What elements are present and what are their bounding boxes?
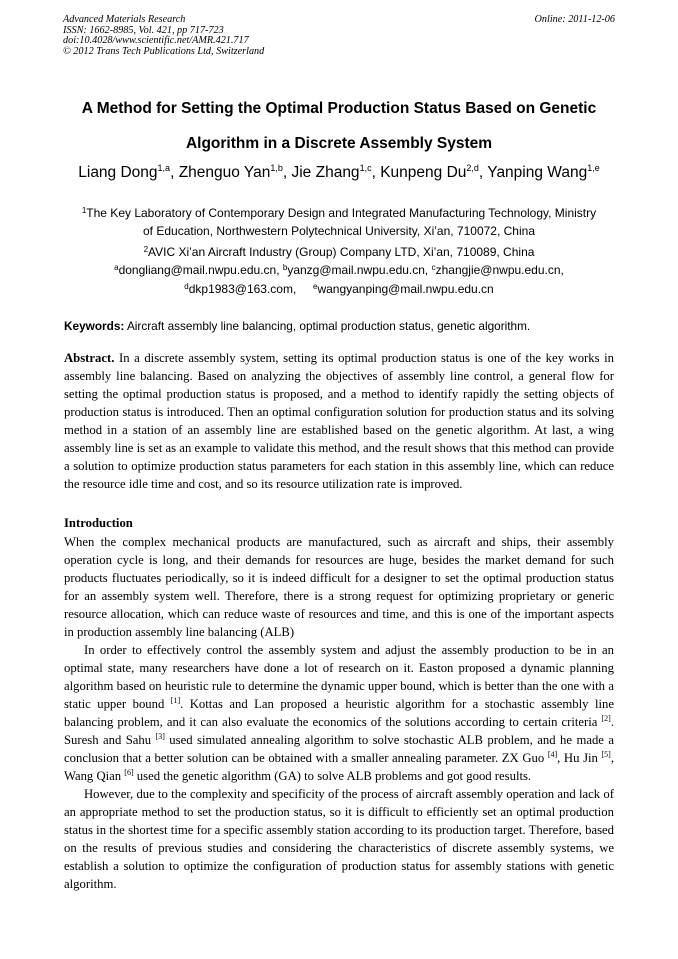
author-affil-sup: 1,a	[157, 163, 171, 173]
author-affil-sup: 1,b	[270, 163, 283, 173]
affiliation-1-sup: 1	[81, 206, 87, 215]
text-run: used the genetic algorithm (GA) to solve ALB problems and got good results.	[133, 769, 532, 783]
author-name: Kunpeng Du	[380, 164, 467, 181]
affiliation-2-sup: 2	[143, 245, 149, 254]
text-run: . Suresh and Sahu	[64, 715, 614, 747]
affiliation-1-line-1: The Key Laboratory of Contemporary Design and Integrated Manufacturing Technology, Ministry	[86, 206, 597, 220]
keywords-text: Aircraft assembly line balancing, optimal production status, genetic algorithm.	[124, 319, 531, 333]
author-affil-sup: 2,d	[466, 163, 479, 173]
affiliation-1	[40, 204, 638, 240]
text-run: , Hu Jin	[557, 751, 602, 765]
author-name: Liang Dong	[78, 164, 158, 181]
email-line-2	[40, 282, 638, 296]
email-address: dkp1983@163.com,	[188, 282, 297, 296]
journal-name: Advanced Materials Research	[63, 14, 186, 25]
email-sup: a	[114, 263, 119, 272]
running-header	[63, 15, 264, 57]
author-affil-sup: 1,e	[587, 163, 600, 173]
author-separator: ,	[371, 164, 381, 181]
abstract-label: Abstract.	[64, 351, 115, 365]
citation: [2]	[601, 714, 611, 723]
section-heading-introduction: Introduction	[64, 516, 133, 530]
online-date	[535, 15, 615, 26]
email-address: yanzg@mail.nwpu.edu.cn,	[287, 263, 432, 277]
issn-line: ISSN: 1662-8985, Vol. 421, pp 717-723	[63, 24, 224, 36]
text-run: , Wang Qian	[64, 751, 614, 783]
keywords	[64, 319, 616, 333]
abstract-text: In a discrete assembly system, setting its optimal production status is one of the key works in assembly line balancing. Based on analyzing the objectives of assembly line control, a general flow for setting the optimal production status is proposed, and a method to identify rapidly the setting objects of production status is introduced. Then an optimal configuration solution for production status and its solving method in a station of an assembly line are established based on the genetic algorithm. At last, a wing assembly line is set as an example to validate this method, and the result shows that this method can provide a solution to optimize production status parameters for each station in this assembly line, which can reduce the resource idle time and cost, and so its resource utilization rate is improved.	[64, 351, 614, 491]
text-run: used simulated annealing algorithm to solve stochastic ALB problem, and he made a conclusion that a better solution can be obtained with a smaller annealing parameter. ZX Guo	[64, 733, 614, 765]
intro-paragraph-1: When the complex mechanical products are manufactured, such as aircraft and ships, their assembly operation cycle is long, and their demands for resources are huge, besides the market demand for such products fluctuates periodically, so it is indeed difficult for a designer to set the optimal production status for an assembly system well. Therefore, there is a strong request for optimizing proprietary or generic resource allocation, which can reduce waste of resources and time, and this is one of the important aspects in production assembly line balancing (ALB)	[64, 535, 614, 639]
intro-paragraph-3: However, due to the complexity and specificity of the process of aircraft assembly operation and lack of an appropriate method to set the production status, so it is difficult to efficiently set an optimal production status in the shortest time for a specific assembly station according to its production target. Therefore, based on the results of previous studies and considering the characteristics of discrete assembly systems, we establish a solution to optimize the configuration of production status for assembly stations with genetic algorithm.	[64, 787, 614, 891]
title-line-2: Algorithm in a Discrete Assembly System	[185, 135, 493, 152]
abstract	[64, 349, 614, 493]
author-name: Jie Zhang	[291, 164, 360, 181]
paper-title	[40, 91, 638, 161]
copyright-line: © 2012 Trans Tech Publications Ltd, Switzerland	[63, 45, 265, 57]
affiliation-1-line-2: of Education, Northwestern Polytechnical University, Xi’an, 710072, China	[143, 224, 535, 238]
citation: [3]	[155, 732, 165, 741]
email-address: dongliang@mail.nwpu.edu.cn,	[118, 263, 283, 277]
author-separator: ,	[282, 164, 292, 181]
doi-line: doi:10.4028/www.scientific.net/AMR.421.717	[63, 35, 249, 47]
citation: [4]	[547, 750, 558, 759]
citation: [5]	[601, 750, 611, 759]
intro-paragraph-2	[64, 641, 614, 785]
email-address: wangyanping@mail.nwpu.edu.cn	[317, 282, 494, 296]
citation: [6]	[124, 768, 134, 777]
text-run: . Kottas and Lan proposed a heuristic algorithm for a stochastic assembly line balancing problem, and it can also evaluate the economics of the solutions according to certain criteria	[64, 697, 614, 729]
online-date-text: Online: 2011-12-06	[534, 14, 615, 25]
author-separator: ,	[170, 164, 179, 181]
affiliation-2-text: AVIC Xi’an Aircraft Industry (Group) Company LTD, Xi’an, 710089, China	[148, 245, 535, 259]
affiliation-2	[40, 245, 638, 259]
email-line-1	[40, 263, 638, 277]
author-name: Zhenguo Yan	[178, 164, 271, 181]
email-sup: d	[184, 282, 189, 291]
email-sup: e	[312, 282, 318, 291]
author-separator: ,	[478, 164, 488, 181]
title-line-1: A Method for Setting the Optimal Production Status Based on Genetic	[81, 100, 597, 117]
author-list	[30, 164, 648, 182]
email-sup: c	[431, 263, 436, 272]
text-run: In order to effectively control the assembly system and adjust the assembly production to be in an optimal state, many researchers have done a lot of research on it. Easton proposed a dynamic planning algorithm based on heuristic rule to determine the dynamic upper bound, which is better than the one with a static upper bound	[64, 643, 614, 711]
author-name: Yanping Wang	[487, 164, 588, 181]
introduction-body	[64, 533, 614, 893]
email-address: zhangjie@nwpu.edu.cn,	[435, 263, 564, 277]
author-affil-sup: 1,c	[359, 163, 372, 173]
citation: [1]	[170, 696, 181, 705]
keywords-label: Keywords:	[64, 319, 125, 333]
email-sup: b	[282, 263, 288, 272]
